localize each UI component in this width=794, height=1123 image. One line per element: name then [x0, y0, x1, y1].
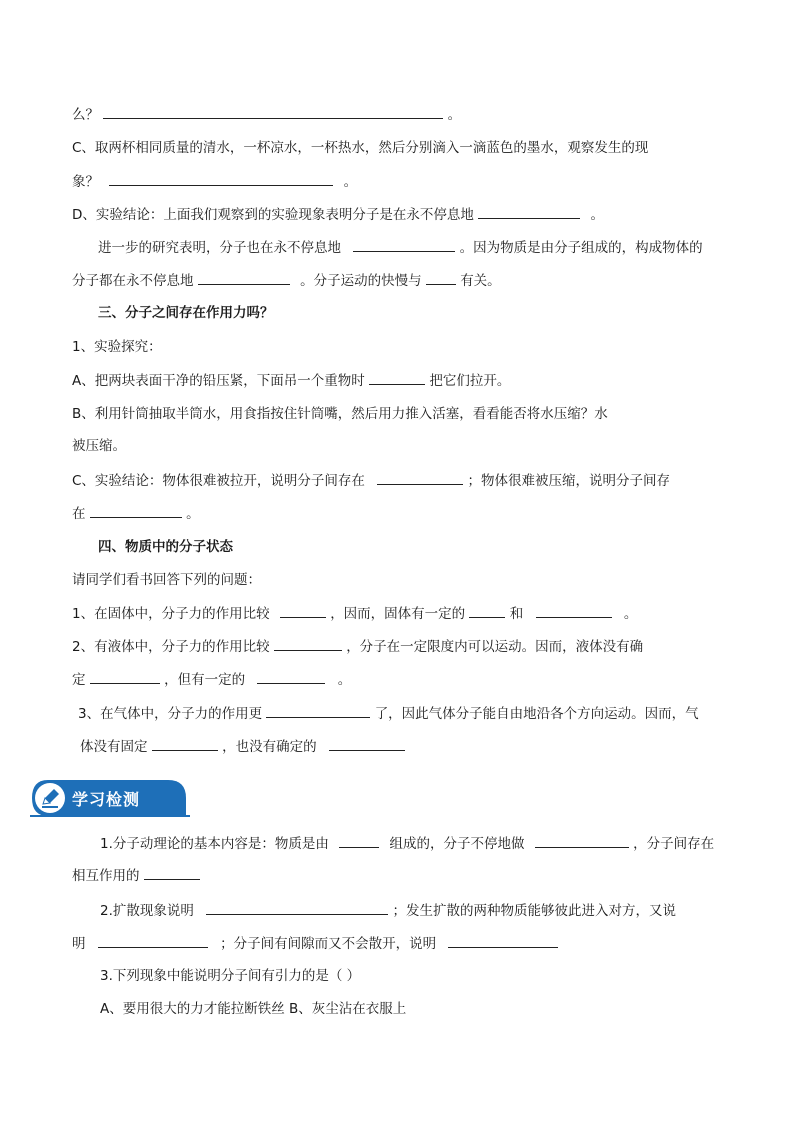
- text: 么？: [72, 107, 99, 123]
- text: 。分子运动的快慢与: [300, 273, 422, 289]
- text: 相互作用的: [72, 868, 140, 884]
- text: D、实验结论：上面我们观察到的实验现象表明分子是在永不停息地: [72, 207, 474, 223]
- text: 明: [72, 936, 86, 952]
- text: ，分子间存在: [633, 836, 715, 852]
- answer-blank[interactable]: [266, 703, 370, 718]
- text: C、取两杯相同质量的清水，一杯凉水，一杯热水，然后分别滴入一滴蓝色的墨水，观察发生的现: [72, 140, 649, 156]
- text: ；物体很难被压缩，说明分子间存: [467, 473, 671, 489]
- text: 体没有固定: [80, 739, 148, 755]
- text: 有关。: [460, 273, 501, 289]
- text-line: B、利用针筒抽取半筒水，用食指按住针筒嘴，然后用力推入活塞，看看能否将水压缩？水: [72, 406, 608, 422]
- text: 和: [509, 606, 524, 622]
- answer-blank[interactable]: [478, 204, 580, 219]
- answer-blank[interactable]: [448, 933, 558, 948]
- banner-title: 学习检测: [72, 790, 141, 809]
- question-line: [72, 204, 722, 225]
- answer-blank[interactable]: [377, 470, 463, 485]
- banner-divider: [30, 815, 190, 817]
- question-line: [72, 104, 722, 125]
- text-line: 请同学们看书回答下列的问题：: [72, 572, 261, 588]
- quiz-line: [72, 865, 722, 886]
- answer-blank[interactable]: [339, 833, 379, 848]
- question-line: [72, 470, 722, 491]
- answer-blank[interactable]: [257, 669, 325, 684]
- answer-blank[interactable]: [469, 603, 505, 618]
- text: 2、有液体中，分子力的作用比较: [72, 639, 270, 655]
- text: 把它们拉开。: [429, 373, 511, 389]
- text-line: 被压缩。: [72, 438, 126, 454]
- text: 1、在固体中，分子力的作用比较: [72, 606, 270, 622]
- text: ，但有一定的: [164, 672, 246, 688]
- text: 。: [447, 107, 462, 123]
- quiz-line: [100, 900, 722, 921]
- question-line: [78, 703, 722, 724]
- text: ，因而，固体有一定的: [330, 606, 466, 622]
- section-heading: 三、分子之间存在作用力吗？: [98, 305, 274, 321]
- text: ，也没有确定的: [222, 739, 317, 755]
- answer-blank[interactable]: [152, 736, 218, 751]
- text: 象？: [72, 174, 99, 190]
- text: 在: [72, 506, 86, 522]
- answer-blank[interactable]: [536, 603, 612, 618]
- answer-blank[interactable]: [535, 833, 629, 848]
- question-line: [72, 669, 722, 690]
- question-line: [72, 138, 722, 158]
- text: 了，因此气体分子能自由地沿各个方向运动。因而，气: [374, 706, 699, 722]
- question-line: [80, 736, 722, 757]
- text: 。: [337, 672, 352, 688]
- answer-blank[interactable]: [98, 933, 208, 948]
- answer-blank[interactable]: [353, 237, 455, 252]
- answer-blank[interactable]: [90, 503, 182, 518]
- text: ；分子间有间隙而又不会散开，说明: [220, 936, 437, 952]
- question-line: [72, 370, 722, 391]
- quiz-line: 3.下列现象中能说明分子间有引力的是（ ）: [100, 968, 361, 984]
- answer-blank[interactable]: [329, 736, 405, 751]
- text: C、实验结论：物体很难被拉开，说明分子间存在: [72, 473, 365, 489]
- text: ，分子在一定限度内可以运动。因而，液体没有确: [346, 639, 644, 655]
- section-banner: [30, 778, 188, 818]
- question-line: [72, 171, 722, 192]
- text: 。: [343, 174, 358, 190]
- question-line: [72, 503, 722, 524]
- text-line: 1、实验探究：: [72, 339, 162, 355]
- text: 1.分子动理论的基本内容是：物质是由: [100, 836, 329, 852]
- text: 2.扩散现象说明: [100, 903, 194, 919]
- text: 进一步的研究表明，分子也在永不停息地: [98, 240, 341, 256]
- question-line: [72, 270, 722, 291]
- answer-blank[interactable]: [426, 270, 456, 285]
- answer-blank[interactable]: [90, 669, 160, 684]
- section-heading: 四、物质中的分子状态: [98, 539, 233, 555]
- quiz-options: A、要用很大的力才能拉断铁丝 B、灰尘沾在衣服上: [100, 1001, 407, 1017]
- text: 。: [623, 606, 638, 622]
- text: 。: [590, 207, 604, 223]
- text: A、把两块表面干净的铅压紧，下面吊一个重物时: [72, 373, 365, 389]
- answer-blank[interactable]: [103, 104, 443, 119]
- answer-blank[interactable]: [109, 171, 333, 186]
- quiz-line: [100, 833, 722, 854]
- answer-blank[interactable]: [369, 370, 425, 385]
- text: ；发生扩散的两种物质能够彼此进入对方，又说: [392, 903, 676, 919]
- answer-blank[interactable]: [274, 636, 342, 651]
- text: 组成的，分子不停地做: [389, 836, 525, 852]
- text: 。: [186, 506, 200, 522]
- quiz-line: [72, 933, 722, 954]
- text: 定: [72, 672, 86, 688]
- text: 。因为物质是由分子组成的，构成物体的: [459, 240, 703, 256]
- answer-blank[interactable]: [206, 900, 388, 915]
- answer-blank[interactable]: [198, 270, 290, 285]
- question-line: [98, 237, 722, 258]
- text: 3、在气体中，分子力的作用更: [78, 706, 263, 722]
- answer-blank[interactable]: [280, 603, 326, 618]
- question-line: [72, 603, 722, 624]
- text: 分子都在永不停息地: [72, 273, 194, 289]
- question-line: [72, 636, 722, 657]
- answer-blank[interactable]: [144, 865, 200, 880]
- pencil-icon: [38, 786, 62, 810]
